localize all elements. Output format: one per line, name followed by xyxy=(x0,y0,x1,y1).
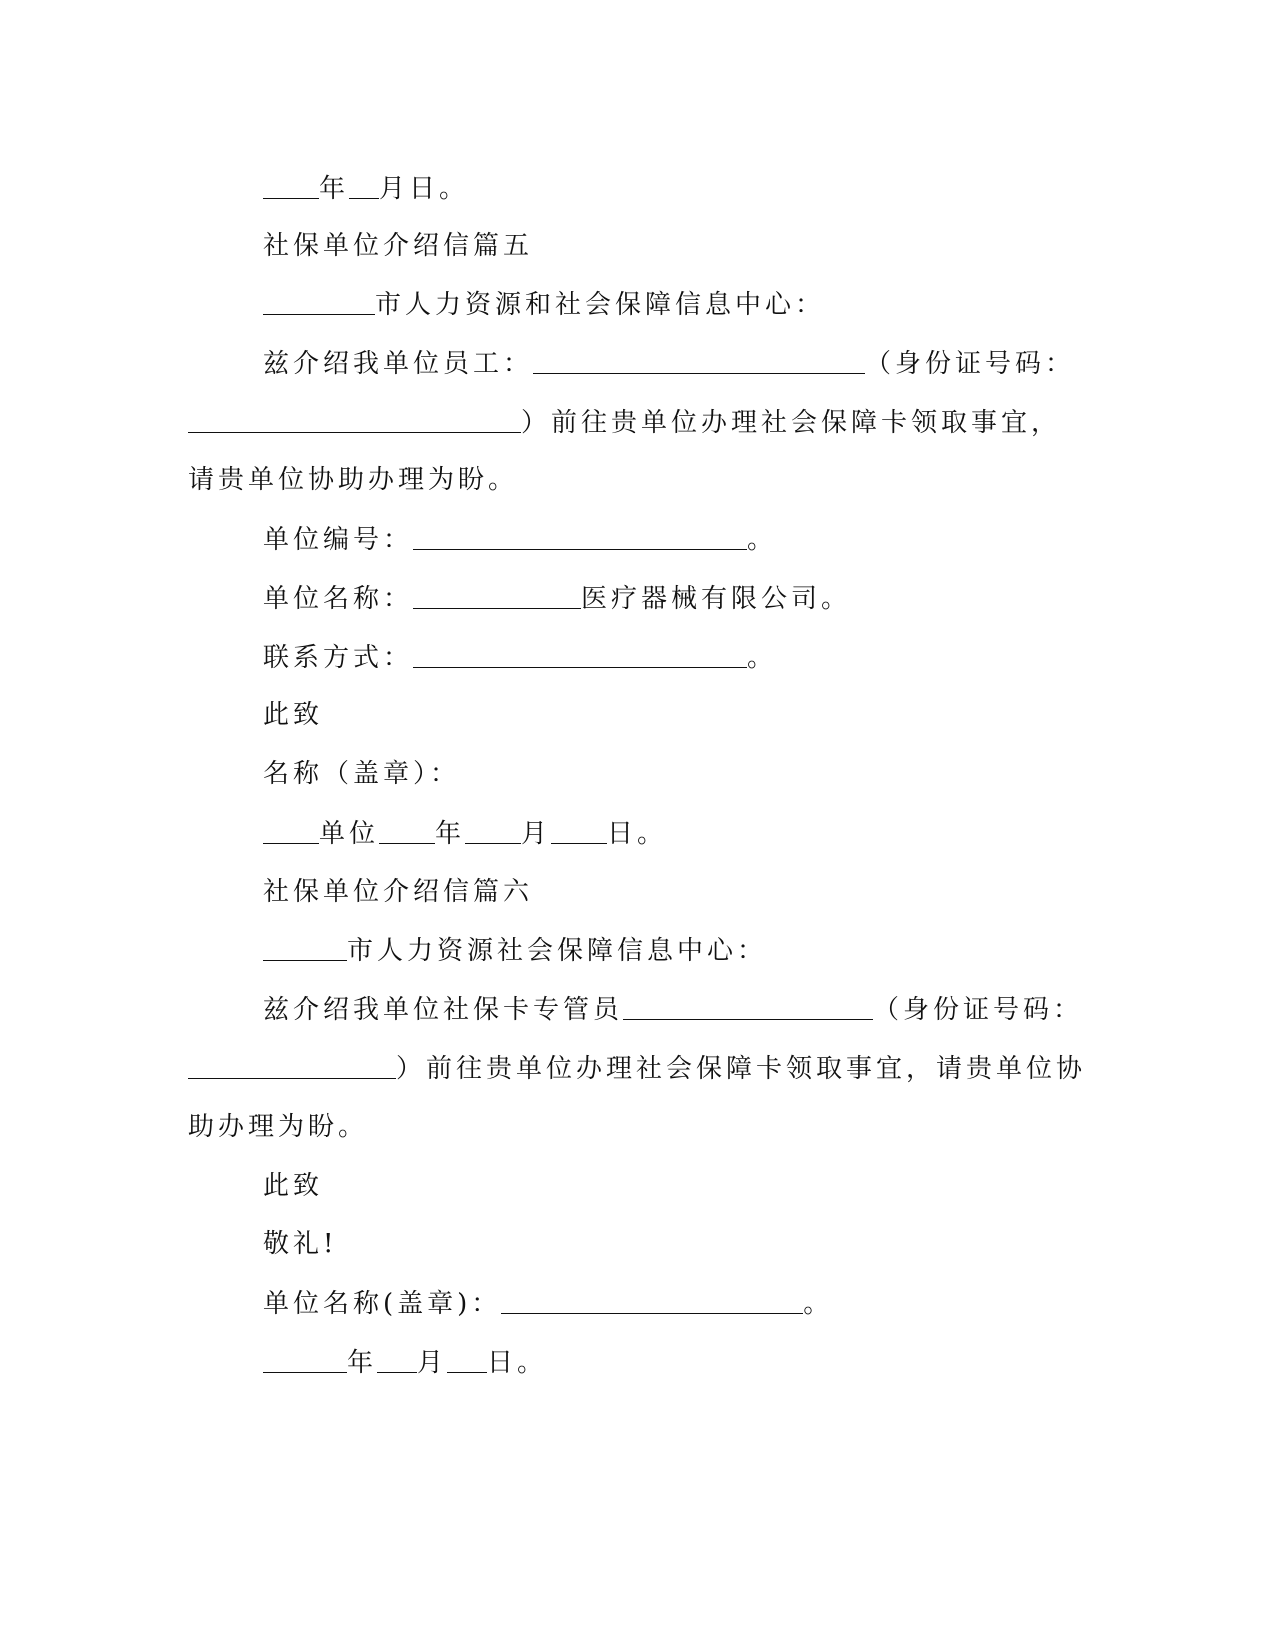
intro-prefix: 兹介绍我单位员工： xyxy=(263,349,534,379)
intro-cont: ）前往贵单位办理社会保障卡领取事宜， xyxy=(521,408,1062,438)
date-year-text: 年 xyxy=(435,819,466,849)
date-year-text: 年 xyxy=(347,1348,378,1378)
contact-end: 。 xyxy=(747,643,778,673)
contact-label: 联系方式： xyxy=(263,643,414,673)
section5-regards: 此致 xyxy=(263,700,324,730)
unit-name-suffix: 医疗器械有限公司。 xyxy=(581,584,852,614)
section6-intro-cont xyxy=(188,1048,1086,1088)
recipient-text: 市人力资源和社会保障信息中心： xyxy=(375,290,826,320)
date-year-text: 年 xyxy=(319,174,350,204)
blank-unit-name xyxy=(413,578,581,609)
blank-day xyxy=(447,1342,487,1373)
section5-recipient xyxy=(263,284,825,324)
date-unit-text: 单位 xyxy=(319,819,380,849)
blank-manager xyxy=(623,989,873,1020)
blank-employee xyxy=(533,343,865,374)
blank-seal xyxy=(501,1283,803,1314)
date-day-text: 日。 xyxy=(487,1348,548,1378)
date-line-top xyxy=(263,168,469,208)
blank-city xyxy=(263,930,347,961)
section6-intro-line xyxy=(263,989,1083,1029)
section6-regards: 此致 xyxy=(263,1171,324,1201)
section5-title: 社保单位介绍信篇五 xyxy=(263,231,534,261)
section5-intro-cont xyxy=(188,402,1061,442)
blank-day xyxy=(551,813,607,844)
date-month-text: 月 xyxy=(521,819,552,849)
section5-date-line xyxy=(263,813,667,853)
blank-year xyxy=(263,1342,347,1373)
section5-intro-end: 请贵单位协助办理为盼。 xyxy=(188,465,519,495)
section6-salute: 敬礼! xyxy=(263,1229,338,1259)
section6-date-line xyxy=(263,1342,547,1382)
date-month-text: 月 xyxy=(417,1348,448,1378)
section6-seal-line xyxy=(263,1283,833,1323)
section5-intro-line xyxy=(263,343,1075,383)
date-month-day-text: 月日。 xyxy=(379,174,470,204)
blank-city xyxy=(263,284,375,315)
unit-no-end: 。 xyxy=(747,525,778,555)
blank-month xyxy=(377,1342,417,1373)
section6-recipient xyxy=(263,930,767,970)
blank-unit-no xyxy=(413,519,747,550)
blank-month xyxy=(465,813,521,844)
blank-unit xyxy=(263,813,319,844)
date-day-text: 日。 xyxy=(607,819,668,849)
intro-prefix: 兹介绍我单位社保卡专管员 xyxy=(263,995,624,1025)
intro-cont: ）前往贵单位办理社会保障卡领取事宜，请贵单位协 xyxy=(396,1054,1087,1084)
unit-no-line xyxy=(263,519,777,559)
blank-year xyxy=(263,168,319,199)
blank-year xyxy=(379,813,435,844)
id-open: （身份证号码： xyxy=(873,995,1084,1025)
seal-end: 。 xyxy=(803,1289,834,1319)
unit-name-line xyxy=(263,578,851,618)
blank-id-number xyxy=(188,402,521,433)
unit-no-label: 单位编号： xyxy=(263,525,414,555)
seal-label: 单位名称(盖章)： xyxy=(263,1289,502,1319)
contact-line xyxy=(263,637,777,677)
blank-month xyxy=(349,168,379,199)
blank-contact xyxy=(413,637,747,668)
id-open: （身份证号码： xyxy=(865,349,1076,379)
unit-name-label: 单位名称： xyxy=(263,584,414,614)
blank-id-number xyxy=(188,1048,396,1079)
recipient-text: 市人力资源社会保障信息中心： xyxy=(347,936,768,966)
section5-seal: 名称（盖章）： xyxy=(263,759,461,789)
section6-title: 社保单位介绍信篇六 xyxy=(263,877,534,907)
section6-intro-end: 助办理为盼。 xyxy=(188,1112,369,1142)
